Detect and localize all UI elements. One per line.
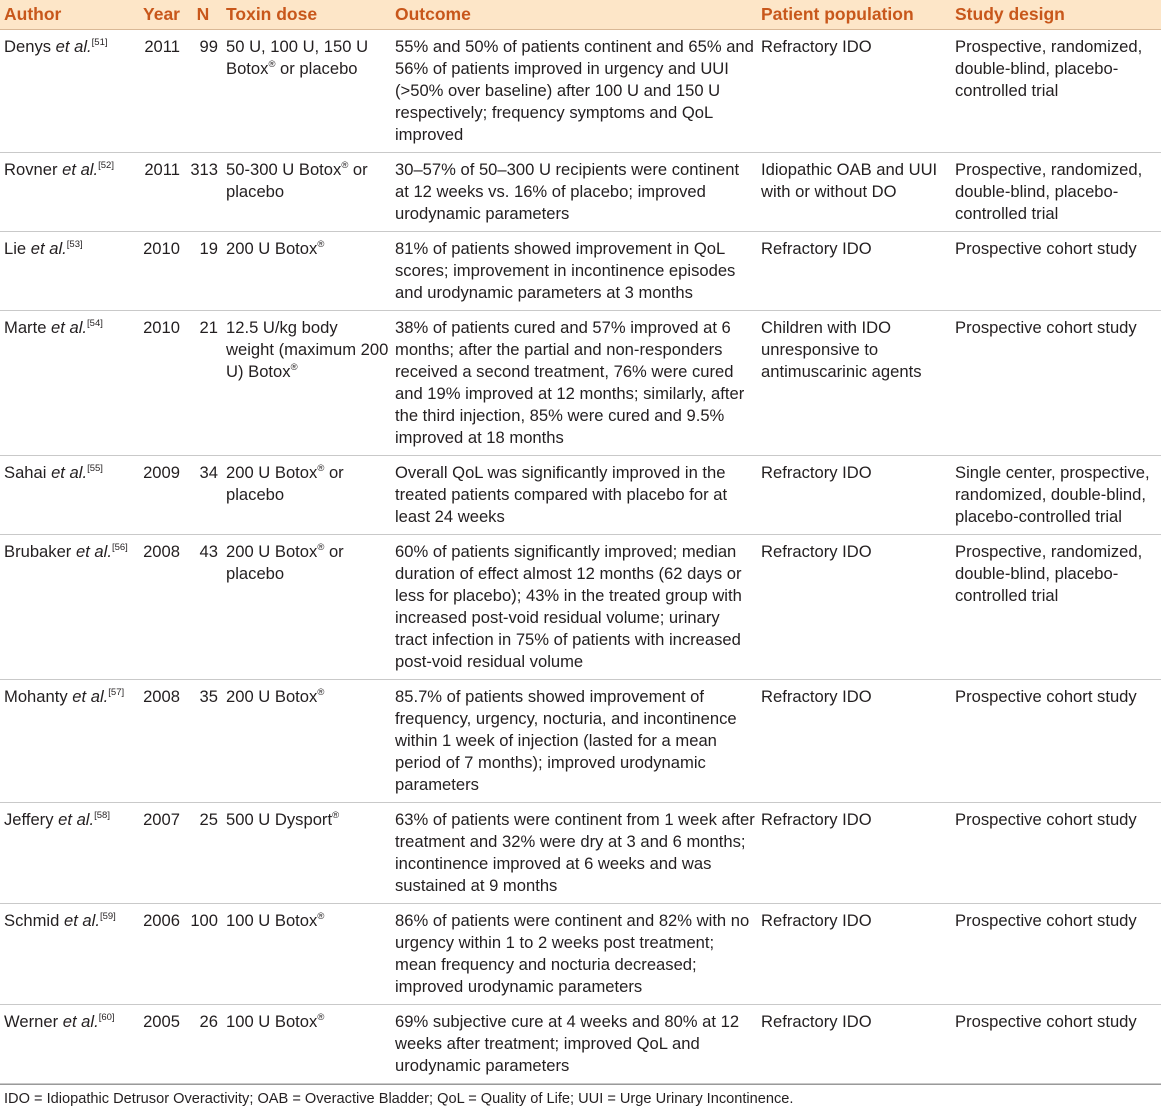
reference-number: [55] — [87, 463, 103, 474]
cell-patient-population: Children with IDO unresponsive to antimuscarinic agents — [757, 311, 951, 456]
registered-mark: ® — [317, 687, 325, 698]
cell-study-design: Prospective cohort study — [951, 232, 1161, 311]
et-al: et al. — [63, 911, 100, 930]
cell-n: 313 — [184, 153, 222, 232]
cell-toxin-dose: 200 U Botox® or placebo — [222, 535, 391, 680]
table-row — [0, 680, 1161, 803]
table-row — [0, 153, 1161, 232]
cell-author — [0, 456, 139, 535]
et-al: et al. — [55, 37, 92, 56]
cell-toxin-dose: 100 U Botox® — [222, 1005, 391, 1084]
cell-toxin-dose: 500 U Dysport® — [222, 803, 391, 904]
registered-mark: ® — [332, 810, 340, 821]
table-row — [0, 803, 1161, 904]
et-al: et al. — [51, 463, 88, 482]
cell-study-design: Prospective cohort study — [951, 904, 1161, 1005]
et-al: et al. — [30, 239, 67, 258]
cell-author — [0, 680, 139, 803]
header-n: N — [184, 0, 222, 30]
cell-n: 99 — [184, 30, 222, 153]
cell-author — [0, 232, 139, 311]
registered-mark: ® — [317, 239, 325, 250]
header-author: Author — [0, 0, 139, 30]
cell-n: 43 — [184, 535, 222, 680]
cell-n: 21 — [184, 311, 222, 456]
cell-author — [0, 803, 139, 904]
cell-patient-population: Refractory IDO — [757, 456, 951, 535]
cell-author — [0, 311, 139, 456]
cell-author — [0, 153, 139, 232]
reference-number: [56] — [111, 542, 128, 553]
header-study-design: Study design — [951, 0, 1161, 30]
cell-toxin-dose: 200 U Botox® — [222, 680, 391, 803]
cell-outcome: 86% of patients were continent and 82% with no urgency within 1 to 2 weeks post treatment; mean frequency and nocturia decreased; improved urodynamic parameters — [391, 904, 757, 1005]
header-row — [0, 0, 1161, 30]
header-toxin-dose: Toxin dose — [222, 0, 391, 30]
table-footnote: IDO = Idiopathic Detrusor Overactivity; OAB = Overactive Bladder; QoL = Quality of Life; UUI = Urge Urinary Incontinence. — [0, 1084, 1161, 1107]
cell-outcome: 30–57% of 50–300 U recipients were continent at 12 weeks vs. 16% of placebo; improved urodynamic parameters — [391, 153, 757, 232]
cell-patient-population: Idiopathic OAB and UUI with or without DO — [757, 153, 951, 232]
cell-toxin-dose: 200 U Botox® — [222, 232, 391, 311]
author-name: Mohanty — [4, 687, 68, 706]
author-name: Rovner — [4, 160, 58, 179]
reference-number: [54] — [87, 318, 103, 329]
reference-number: [59] — [99, 911, 116, 922]
cell-author — [0, 535, 139, 680]
cell-study-design: Prospective cohort study — [951, 311, 1161, 456]
table-row — [0, 904, 1161, 1005]
cell-toxin-dose: 50 U, 100 U, 150 U Botox® or placebo — [222, 30, 391, 153]
cell-outcome: 69% subjective cure at 4 weeks and 80% at 12 weeks after treatment; improved QoL and urodynamic parameters — [391, 1005, 757, 1084]
table-row — [0, 1005, 1161, 1084]
cell-toxin-dose: 12.5 U/kg body weight (maximum 200 U) Botox® — [222, 311, 391, 456]
cell-n: 25 — [184, 803, 222, 904]
reference-number: [51] — [91, 37, 108, 48]
cell-patient-population: Refractory IDO — [757, 803, 951, 904]
cell-n: 35 — [184, 680, 222, 803]
header-outcome: Outcome — [391, 0, 757, 30]
cell-patient-population: Refractory IDO — [757, 1005, 951, 1084]
reference-number: [57] — [108, 687, 125, 698]
table-row — [0, 232, 1161, 311]
registered-mark: ® — [317, 463, 325, 474]
cell-outcome: 38% of patients cured and 57% improved at 6 months; after the partial and non-responders received a second treatment, 76% were cured and 19% improved at 12 months; similarly, after the third injection, 85% were cured and 9.5% improved at 18 months — [391, 311, 757, 456]
cell-patient-population: Refractory IDO — [757, 535, 951, 680]
cell-year: 2010 — [139, 232, 184, 311]
cell-study-design: Single center, prospective, randomized, double-blind, placebo-controlled trial — [951, 456, 1161, 535]
cell-year: 2007 — [139, 803, 184, 904]
cell-year: 2010 — [139, 311, 184, 456]
cell-outcome: 81% of patients showed improvement in QoL scores; improvement in incontinence episodes and urodynamic parameters at 3 months — [391, 232, 757, 311]
reference-number: [60] — [98, 1012, 115, 1023]
cell-year: 2008 — [139, 680, 184, 803]
cell-study-design: Prospective cohort study — [951, 680, 1161, 803]
cell-author — [0, 30, 139, 153]
cell-patient-population: Refractory IDO — [757, 904, 951, 1005]
cell-year: 2011 — [139, 153, 184, 232]
author-name: Werner — [4, 1012, 59, 1031]
registered-mark: ® — [268, 59, 276, 70]
et-al: et al. — [72, 687, 109, 706]
cell-study-design: Prospective cohort study — [951, 803, 1161, 904]
registered-mark: ® — [317, 911, 325, 922]
table-row — [0, 30, 1161, 153]
table-row — [0, 535, 1161, 680]
cell-year: 2011 — [139, 30, 184, 153]
reference-number: [52] — [98, 160, 114, 171]
reference-number: [53] — [66, 239, 83, 250]
cell-toxin-dose: 50-300 U Botox® or placebo — [222, 153, 391, 232]
cell-outcome: 63% of patients were continent from 1 week after treatment and 32% were dry at 3 and 6 months; incontinence improved at 6 weeks and was sustained at 9 months — [391, 803, 757, 904]
et-al: et al. — [62, 1012, 99, 1031]
cell-author — [0, 1005, 139, 1084]
registered-mark: ® — [341, 160, 349, 171]
cell-year: 2009 — [139, 456, 184, 535]
cell-outcome: 85.7% of patients showed improvement of frequency, urgency, nocturia, and incontinence within 1 week of injection (lasted for a mean period of 7 months); improved urodynamic parameters — [391, 680, 757, 803]
registered-mark: ® — [317, 542, 325, 553]
cell-study-design: Prospective, randomized, double-blind, placebo-controlled trial — [951, 153, 1161, 232]
author-name: Schmid — [4, 911, 60, 930]
cell-n: 19 — [184, 232, 222, 311]
et-al: et al. — [75, 542, 112, 561]
cell-author — [0, 904, 139, 1005]
author-name: Marte — [4, 318, 47, 337]
et-al: et al. — [62, 160, 99, 179]
registered-mark: ® — [290, 362, 298, 373]
cell-year: 2006 — [139, 904, 184, 1005]
table-body — [0, 30, 1161, 1084]
author-name: Brubaker — [4, 542, 72, 561]
cell-patient-population: Refractory IDO — [757, 680, 951, 803]
cell-outcome: Overall QoL was significantly improved in the treated patients compared with placebo for at least 24 weeks — [391, 456, 757, 535]
cell-year: 2005 — [139, 1005, 184, 1084]
cell-year: 2008 — [139, 535, 184, 680]
cell-n: 26 — [184, 1005, 222, 1084]
author-name: Denys — [4, 37, 52, 56]
author-name: Sahai — [4, 463, 47, 482]
cell-toxin-dose: 200 U Botox® or placebo — [222, 456, 391, 535]
cell-toxin-dose: 100 U Botox® — [222, 904, 391, 1005]
cell-outcome: 55% and 50% of patients continent and 65% and 56% of patients improved in urgency and UUI (>50% over baseline) after 100 U and 150 U respectively; frequency symptoms and QoL improved — [391, 30, 757, 153]
et-al: et al. — [58, 810, 95, 829]
cell-study-design: Prospective, randomized, double-blind, placebo-controlled trial — [951, 535, 1161, 680]
reference-number: [58] — [94, 810, 110, 821]
table-row — [0, 311, 1161, 456]
cell-outcome: 60% of patients significantly improved; median duration of effect almost 12 months (62 days or less for placebo); 43% in the treated group with increased post-void residual volume; urinary tract infection in 75% of patients with increased post-void residual volume — [391, 535, 757, 680]
cell-study-design: Prospective, randomized, double-blind, placebo-controlled trial — [951, 30, 1161, 153]
author-name: Lie — [4, 239, 27, 258]
header-year: Year — [139, 0, 184, 30]
cell-patient-population: Refractory IDO — [757, 232, 951, 311]
cell-n: 100 — [184, 904, 222, 1005]
registered-mark: ® — [317, 1012, 325, 1023]
cell-study-design: Prospective cohort study — [951, 1005, 1161, 1084]
author-name: Jeffery — [4, 810, 54, 829]
table-row — [0, 456, 1161, 535]
cell-patient-population: Refractory IDO — [757, 30, 951, 153]
et-al: et al. — [51, 318, 88, 337]
header-patient-population: Patient population — [757, 0, 951, 30]
cell-n: 34 — [184, 456, 222, 535]
